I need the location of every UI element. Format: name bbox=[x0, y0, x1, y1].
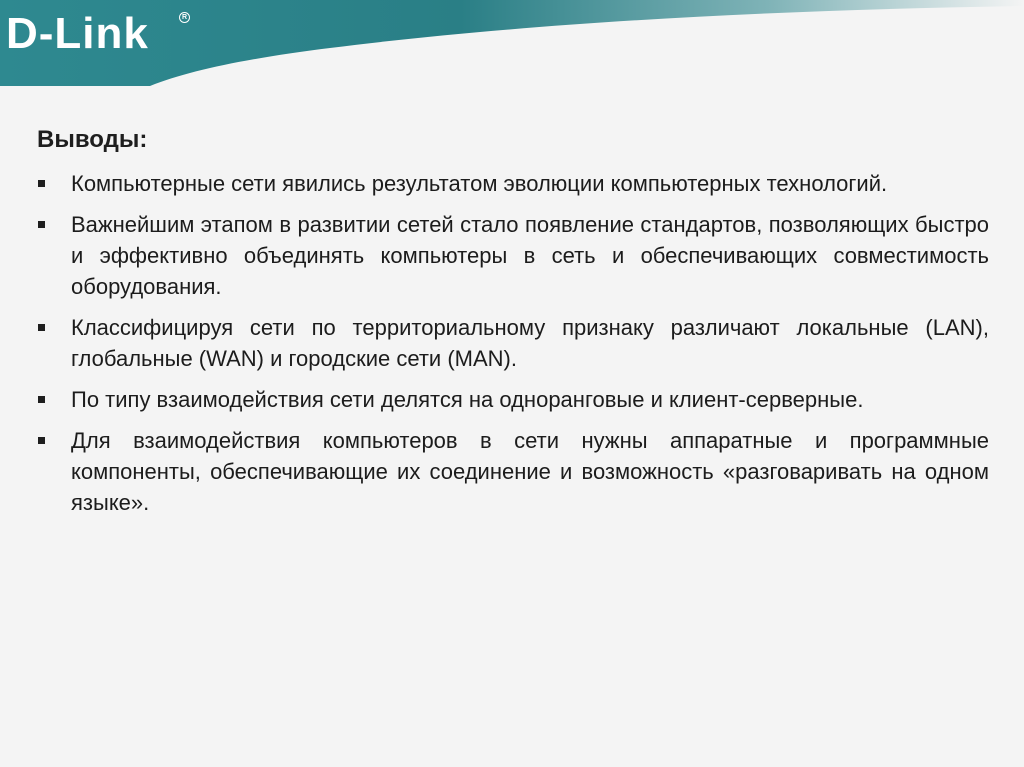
bullet-text: По типу взаимодействия сети делятся на одноранговые и клиент-серверные. bbox=[71, 387, 864, 412]
square-bullet-icon bbox=[38, 221, 45, 228]
list-item bbox=[37, 384, 989, 415]
bullet-text: Классифицируя сети по территориальному признаку различают локальные (LAN), глобальные (WAN) и городские сети (MAN). bbox=[71, 315, 989, 371]
square-bullet-icon bbox=[38, 437, 45, 444]
list-item bbox=[37, 312, 989, 374]
square-bullet-icon bbox=[38, 324, 45, 331]
list-item bbox=[37, 168, 989, 199]
header-band bbox=[0, 0, 1024, 110]
square-bullet-icon bbox=[38, 180, 45, 187]
bullet-text: Для взаимодействия компьютеров в сети нужны аппаратные и программные компоненты, обеспечивающие их соединение и возможность «разговаривать на одном языке». bbox=[71, 428, 989, 515]
list-item bbox=[37, 425, 989, 518]
bullet-text: Компьютерные сети явились результатом эволюции компьютерных технологий. bbox=[71, 171, 888, 196]
square-bullet-icon bbox=[38, 396, 45, 403]
bullet-text: Важнейшим этапом в развитии сетей стало появление стандартов, позволяющих быстро и эффективно объединять компьютеры в сеть и обеспечивающих совместимость оборудования. bbox=[71, 212, 989, 299]
list-item bbox=[37, 209, 989, 302]
d-link-logo: D-Link bbox=[6, 9, 149, 58]
bullet-list bbox=[37, 168, 989, 528]
slide-title: Выводы: bbox=[37, 126, 148, 153]
registered-trademark-icon: R bbox=[179, 12, 190, 23]
